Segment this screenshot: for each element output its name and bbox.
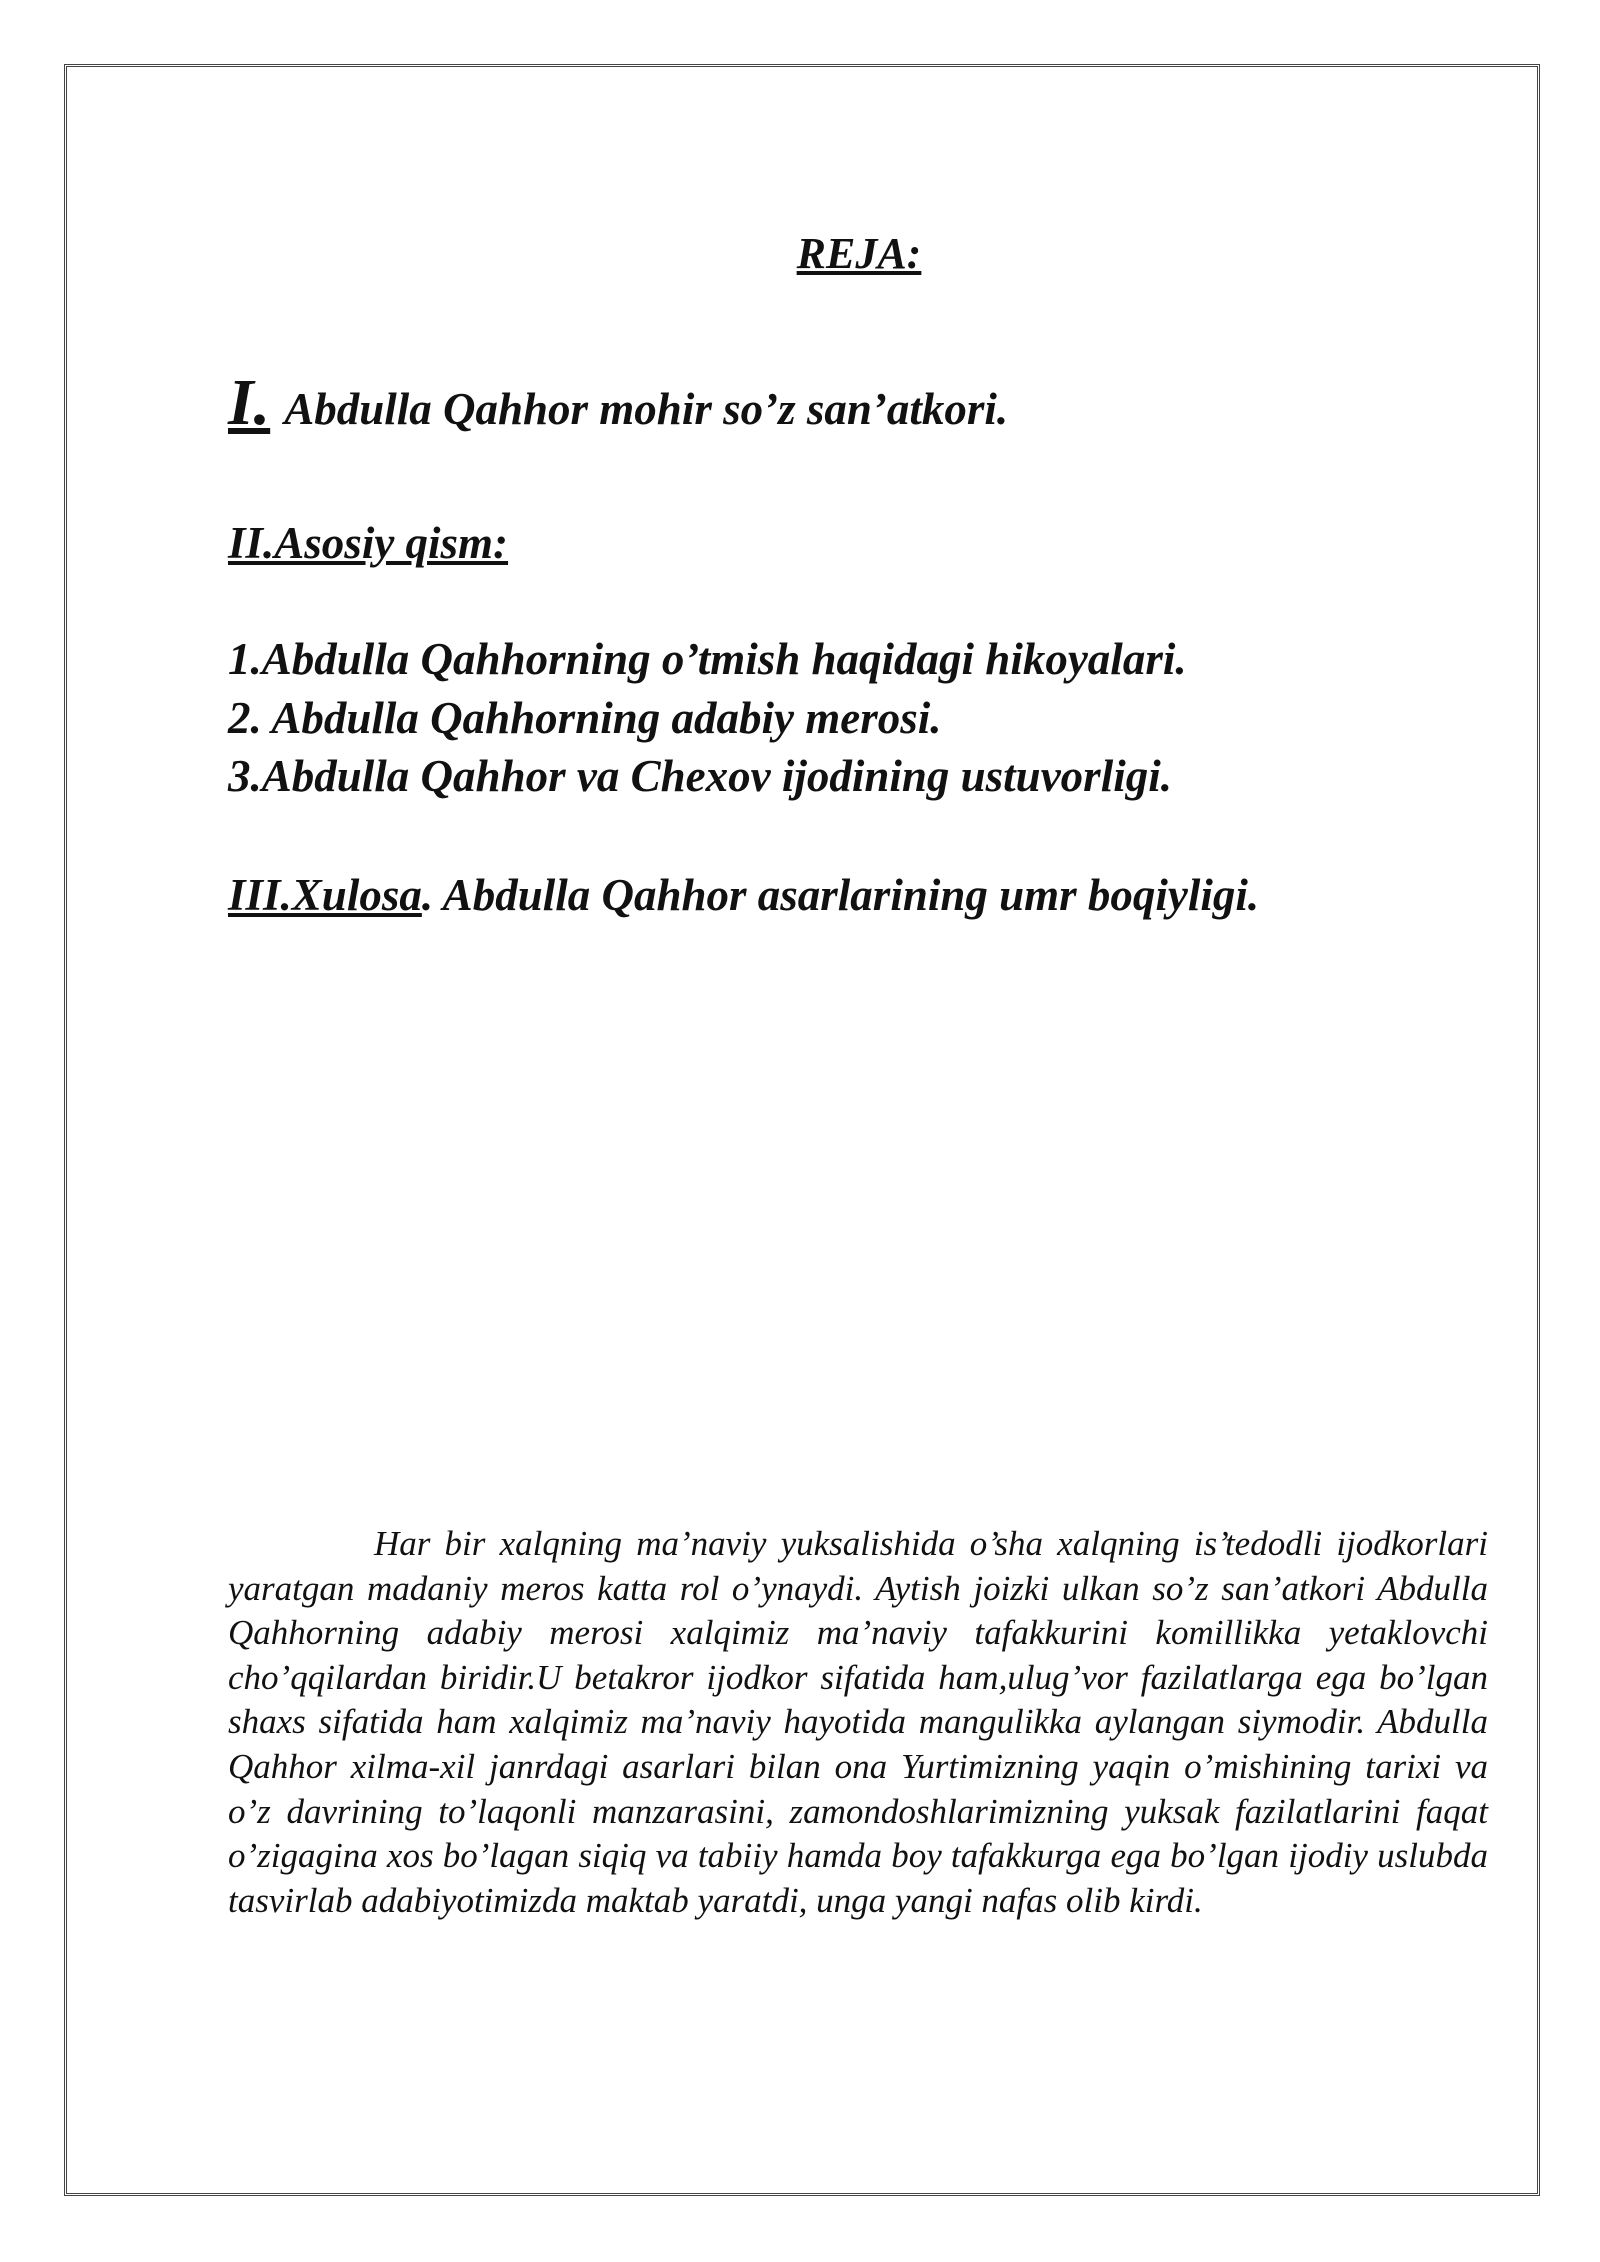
plan-item-3-label: III.Xulosa: [228, 869, 422, 920]
plan-subitem-3: 3.Abdulla Qahhor va Chexov ijodining ustuvorligi.: [228, 751, 1172, 802]
plan-item-2: [228, 514, 1478, 573]
intro-paragraph: Har bir xalqning ma’naviy yuksalishida o’sha xalqning is’tedodli ijodkorlari yaratgan madaniy meros katta rol o’ynaydi. Aytish joizki ulkan so’z san’atkori Abdulla Qahhorning adabiy merosi xalqimiz ma’naviy tafakkurini komillikka yetaklovchi cho’qqilardan biridir.U betakror ijodkor sifatida ham,ulug’vor fazilatlarga ega bo’lgan shaxs sifatida ham xalqimiz ma’naviy hayotida mangulikka aylangan siymodir. Abdulla Qahhor xilma-xil janrdagi asarlari bilan ona Yurtimizning yaqin o’mishining tarixi va o’z davrining to’laqonli manzarasini, zamondoshlarimizning yuksak fazilatlarini faqat o’zigagina xos bo’lagan siqiq va tabiiy hamda boy tafakkurga ega bo’lgan ijodiy uslubda tasvirlab adabiyotimizda maktab yaratdi, unga yangi nafas olib kirdi.: [228, 1524, 1488, 1920]
plan-subitems: [228, 630, 1478, 806]
plan-item-3: [228, 866, 1478, 925]
plan-subitem-2: 2. Abdulla Qahhorning adabiy merosi.: [228, 692, 942, 743]
plan-subitem-1: 1.Abdulla Qahhorning o’tmish haqidagi hikoyalari.: [228, 634, 1187, 685]
plan-item-2-label: II.Asosiy qism:: [228, 517, 509, 568]
plan-heading: REJA:: [796, 229, 922, 278]
plan-item-1-text: Abdulla Qahhor mohir so’z san’atkori.: [284, 384, 1009, 434]
plan-item-3-text: . Abdulla Qahhor asarlarining umr boqiyligi.: [421, 869, 1260, 920]
plan-item-1-numeral: I.: [228, 366, 271, 439]
plan-item-1: [228, 360, 1478, 446]
plan-list: [228, 360, 1478, 924]
